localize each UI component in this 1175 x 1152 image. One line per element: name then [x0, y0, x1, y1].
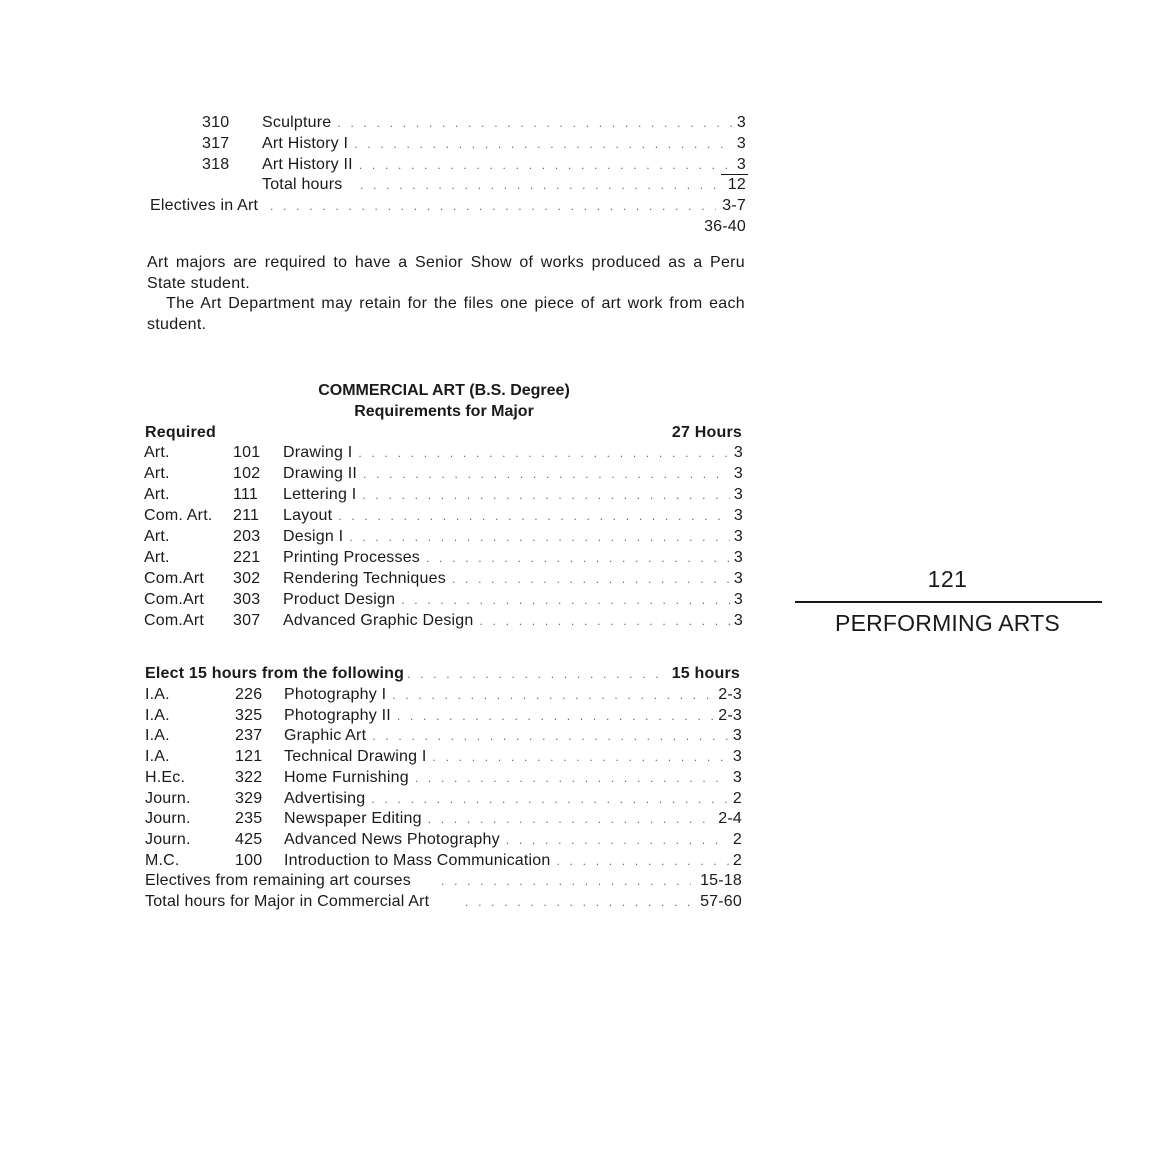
elect-hours: 15 hours: [671, 665, 740, 682]
course-title: Printing Processes: [283, 549, 420, 566]
course-dept: M.C.: [145, 851, 180, 869]
course-row: [142, 527, 745, 548]
course-row: [142, 443, 745, 464]
course-title: Home Furnishing: [284, 768, 409, 786]
course-number: 111: [233, 486, 258, 503]
required-header-row: [145, 423, 745, 444]
course-hours: 2-4: [718, 810, 742, 828]
course-row: [145, 768, 745, 789]
course-number: 307: [233, 612, 261, 629]
course-title: Product Design: [283, 591, 396, 608]
course-number: 101: [233, 444, 261, 461]
leader-dots: [358, 443, 730, 464]
course-hours: 2: [732, 851, 742, 869]
course-hours: 3: [733, 486, 743, 503]
leader-dots: [479, 611, 729, 632]
course-row: [145, 851, 745, 872]
leader-dots: [415, 768, 729, 789]
course-row: [142, 485, 745, 506]
commercial-art-heading: COMMERCIAL ART (B.S. Degree): [318, 382, 570, 399]
requirements-subheading: Requirements for Major: [354, 403, 534, 420]
course-title: Drawing II: [283, 465, 358, 482]
course-hours: 2: [732, 789, 742, 807]
leader-dots: [506, 830, 729, 851]
required-label: Required: [145, 424, 216, 441]
course-hours: 3: [732, 768, 742, 786]
leader-dots: [452, 569, 730, 590]
course-title: Drawing I: [283, 444, 353, 461]
course-dept: I.A.: [145, 686, 170, 703]
course-hours: 3: [736, 156, 746, 173]
total-hours-row: [150, 175, 750, 196]
course-dept: Com.Art: [144, 612, 205, 629]
course-number: 303: [233, 591, 261, 608]
total-hours-label: Total hours: [262, 176, 343, 193]
course-number: 425: [235, 830, 263, 848]
course-hours: 3: [732, 727, 742, 745]
course-number: 318: [202, 156, 230, 173]
course-row: [145, 789, 745, 810]
course-number: 237: [235, 727, 263, 745]
electives-art-label: Electives in Art: [150, 197, 259, 214]
course-dept: Com.Art: [144, 570, 205, 587]
course-hours: 3: [733, 549, 743, 566]
course-row: [142, 548, 745, 569]
leader-dots: [360, 175, 716, 196]
course-number: 121: [235, 748, 263, 766]
senior-show-paragraph: Art majors are required to have a Senior Show of works produced as a Peru State student.: [147, 254, 745, 292]
course-hours: 3: [732, 748, 742, 766]
elect-label: Elect 15 hours from the following: [145, 665, 405, 682]
course-row: [145, 726, 745, 747]
course-hours: 3: [736, 135, 746, 152]
course-row: [150, 113, 750, 134]
course-dept: Art.: [144, 444, 170, 461]
course-dept: I.A.: [145, 727, 170, 745]
course-title: Layout: [283, 507, 333, 524]
course-hours: 3: [733, 570, 743, 587]
course-dept: Com. Art.: [144, 507, 213, 524]
course-row: [142, 611, 745, 632]
total-hours-value: 12: [727, 176, 746, 193]
course-dept: Art.: [144, 549, 170, 566]
course-hours: 3: [736, 114, 746, 131]
course-title: Newspaper Editing: [284, 810, 422, 828]
grand-total-value: 36-40: [704, 218, 746, 235]
course-hours: 3: [733, 591, 743, 608]
course-row: [142, 506, 745, 527]
course-number: 203: [233, 528, 261, 545]
leader-dots: [372, 726, 729, 747]
leader-dots: [363, 464, 730, 485]
course-number: 302: [233, 570, 261, 587]
course-title: Introduction to Mass Communication: [284, 851, 551, 869]
course-number: 235: [235, 810, 263, 828]
total-major-label: Total hours for Major in Commercial Art: [145, 893, 430, 910]
course-dept: Art.: [144, 486, 170, 503]
course-number: 325: [235, 706, 263, 724]
course-title: Design I: [283, 528, 344, 545]
course-dept: Com.Art: [144, 591, 205, 608]
leader-dots: [397, 706, 714, 727]
leader-dots: [338, 506, 730, 527]
course-row: [142, 590, 745, 611]
course-dept: Art.: [144, 465, 170, 482]
course-number: 211: [233, 507, 260, 524]
course-row: [145, 706, 745, 727]
course-number: 221: [233, 549, 261, 566]
course-dept: Journ.: [145, 810, 191, 828]
course-title: Technical Drawing I: [284, 748, 427, 766]
art-retention-paragraph: The Art Department may retain for the files one piece of art work from each student.: [147, 295, 745, 333]
course-title: Sculpture: [262, 114, 332, 131]
course-dept: Journ.: [145, 830, 191, 848]
leader-dots: [349, 527, 730, 548]
course-title: Advertising: [284, 789, 366, 807]
course-title: Art History I: [262, 135, 349, 152]
required-hours: 27 Hours: [671, 424, 742, 441]
course-dept: I.A.: [145, 706, 170, 724]
total-major-row: [145, 892, 745, 913]
leader-dots: [441, 871, 691, 892]
leader-dots: [433, 747, 729, 768]
course-hours: 2-3: [718, 706, 742, 724]
leader-dots: [359, 155, 733, 176]
course-number: 310: [202, 114, 230, 131]
total-major-value: 57-60: [700, 893, 742, 910]
leader-dots: [556, 851, 728, 872]
leader-dots: [270, 196, 716, 217]
course-hours: 2-3: [718, 686, 742, 703]
course-title: Lettering I: [283, 486, 357, 503]
course-title: Photography II: [284, 706, 391, 724]
grand-total-row: [150, 217, 750, 238]
electives-art-value: 3-7: [722, 197, 746, 214]
course-hours: 3: [733, 465, 743, 482]
course-hours: 2: [732, 830, 742, 848]
course-number: 317: [202, 135, 230, 152]
electives-remaining-row: [145, 871, 745, 892]
course-dept: I.A.: [145, 748, 170, 766]
leader-dots: [354, 134, 733, 155]
leader-dots: [392, 685, 714, 706]
course-row: [150, 155, 750, 176]
course-number: 102: [233, 465, 261, 482]
course-dept: Journ.: [145, 789, 191, 807]
course-number: 226: [235, 686, 263, 703]
leader-dots: [362, 485, 730, 506]
course-hours: 3: [733, 528, 743, 545]
electives-remaining-label: Electives from remaining art courses: [145, 872, 411, 889]
electives-remaining-value: 15-18: [700, 872, 742, 889]
section-title: PERFORMING ARTS: [835, 610, 1060, 636]
course-title: Art History II: [262, 156, 353, 173]
course-number: 329: [235, 789, 263, 807]
course-row: [142, 464, 745, 485]
leader-dots: [428, 809, 715, 830]
leader-dots: [337, 113, 732, 134]
course-dept: Art.: [144, 528, 170, 545]
course-hours: 3: [733, 444, 743, 461]
course-title: Rendering Techniques: [283, 570, 446, 587]
electives-art-row: [150, 196, 750, 217]
course-row: [142, 569, 745, 590]
course-row: [145, 830, 745, 851]
elect-header-row: [145, 664, 745, 685]
page-number: 121: [927, 566, 968, 592]
course-row: [150, 134, 750, 155]
sum-rule: [721, 174, 748, 175]
leader-dots: [371, 789, 729, 810]
course-row: [145, 809, 745, 830]
course-hours: 3: [733, 612, 743, 629]
course-title: Graphic Art: [284, 727, 367, 745]
course-number: 100: [235, 851, 263, 869]
section-rule: [795, 601, 1102, 603]
leader-dots: [407, 664, 669, 685]
course-row: [145, 747, 745, 768]
course-title: Advanced News Photography: [284, 830, 500, 848]
course-hours: 3: [733, 507, 743, 524]
course-dept: H.Ec.: [145, 768, 186, 786]
course-title: Advanced Graphic Design: [283, 612, 474, 629]
course-title: Photography I: [284, 686, 387, 703]
course-number: 322: [235, 768, 263, 786]
leader-dots: [465, 892, 691, 913]
leader-dots: [426, 548, 730, 569]
leader-dots: [401, 590, 730, 611]
course-row: [145, 685, 745, 706]
